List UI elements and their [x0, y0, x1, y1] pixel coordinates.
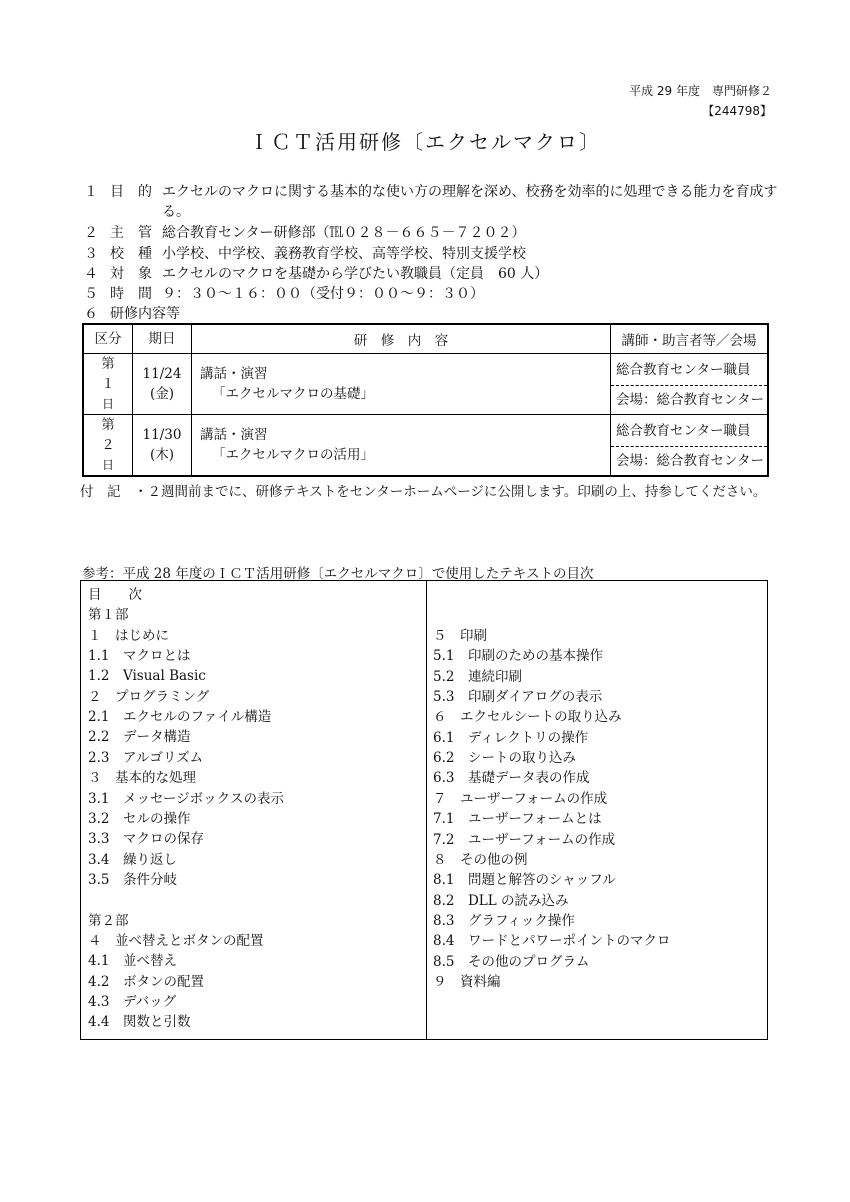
header-id: 【244798】: [702, 104, 772, 118]
toc-entry: 8.4 ワードとパワーポイントのマクロ: [433, 933, 671, 950]
toc-entry: 4.4 関数と引数: [88, 1014, 191, 1031]
weekday-value: (木): [149, 447, 175, 463]
toc-entry: 3.2 セルの操作: [88, 810, 191, 827]
toc-entry: 7.1 ユーザーフォームとは: [433, 811, 602, 828]
toc-entry: 6.3 基礎データ表の作成: [433, 770, 590, 787]
item-label: 校 種: [110, 246, 152, 262]
toc-entry: 4.1 並べ替え: [88, 953, 177, 970]
kubun-char: 日: [101, 458, 114, 472]
schedule-row: [83, 354, 768, 415]
venue-name: 会場：総合教育センター: [616, 391, 764, 408]
toc-entry: 7.2 ユーザーフォームの作成: [433, 831, 616, 848]
kubun-char: 第: [101, 356, 115, 372]
toc-entry: 5.1 印刷のための基本操作: [433, 648, 603, 665]
venue-name: 会場：総合教育センター: [616, 452, 764, 469]
lecturer-name: 総合教育センター職員: [611, 355, 767, 386]
item-text-continued: る。: [162, 204, 190, 220]
toc-entry: １ はじめに: [88, 627, 169, 644]
toc-entry: 8.1 問題と解答のシャッフル: [433, 872, 616, 889]
toc-left-column: [81, 581, 427, 1039]
toc-entry: 1.2 Visual Basic: [88, 668, 206, 685]
toc-entry: 5.3 印刷ダイアログの表示: [433, 689, 603, 706]
kubun-char: 日: [101, 397, 114, 411]
toc-entry: 2.3 アルゴリズム: [88, 749, 204, 766]
schedule-table: [82, 323, 769, 477]
toc-entry: ５ 印刷: [433, 628, 487, 644]
row-date: [133, 415, 192, 477]
toc-entry: ８ その他の例: [433, 851, 528, 868]
schedule-header-row: [83, 324, 768, 354]
header-course-code: 平成 29 年度 専門研修２: [629, 84, 772, 98]
item-label: 時 間: [110, 286, 152, 302]
item-number: ２: [84, 225, 98, 241]
item-number: １: [84, 184, 98, 200]
item-number: ４: [84, 266, 98, 282]
reference-caption: 参考：平成 28 年度のＩＣＴ活用研修〔エクセルマクロ〕で使用したテキストの目次: [82, 566, 594, 582]
item-text: 小学校、中学校、義務教育学校、高等学校、特別支援学校: [162, 246, 526, 262]
header-lecturer: 講師・助言者等／会場: [611, 324, 769, 354]
item-number: ３: [84, 246, 98, 262]
toc-entry: 3.5 条件分岐: [88, 871, 177, 888]
toc-entry: 第１部: [88, 607, 129, 624]
item-label: 対 象: [110, 266, 152, 282]
toc-entry: ９ 資料編: [433, 973, 501, 990]
toc-entry: ２ プログラミング: [88, 688, 210, 705]
toc-entry: 4.2 ボタンの配置: [88, 973, 204, 990]
note-text: 付 記 ・２週間前までに、研修テキストをセンターホームページに公開します。印刷の上、持参してください。: [80, 484, 767, 500]
toc-entry: 目 次: [88, 587, 142, 603]
item-label: 目 的: [110, 184, 152, 200]
item-number: ５: [84, 286, 98, 302]
toc-entry: ７ ユーザーフォームの作成: [433, 790, 608, 807]
toc-box: [80, 580, 768, 1040]
row-kubun: [83, 354, 133, 415]
schedule-row: [83, 415, 768, 477]
item-label: 研修内容等: [110, 306, 180, 322]
toc-entry: 2.1 エクセルのファイル構造: [88, 709, 272, 726]
content-topic: 「エクセルマクロの基礎」: [212, 386, 374, 402]
toc-entry: ３ 基本的な処理: [88, 770, 196, 787]
toc-entry: 6.1 ディレクトリの操作: [433, 729, 589, 746]
item-label: 主 管: [110, 225, 152, 241]
toc-entry: 第２部: [88, 912, 129, 929]
item-text: エクセルのマクロを基礎から学びたい教職員（定員 60 人）: [162, 266, 549, 282]
kubun-char: ２: [101, 437, 115, 453]
item-number: ６: [84, 306, 98, 322]
toc-entry: 3.1 メッセージボックスの表示: [88, 790, 285, 807]
row-lecturer: [611, 354, 769, 415]
toc-entry: 8.5 その他のプログラム: [433, 953, 590, 970]
toc-entry: 4.3 デバッグ: [88, 994, 177, 1010]
toc-entry: ６ エクセルシートの取り込み: [433, 709, 622, 726]
row-date: [133, 354, 192, 415]
kubun-char: 第: [101, 417, 115, 433]
toc-entry: 5.2 連続印刷: [433, 668, 522, 685]
toc-entry: ４ 並べ替えとボタンの配置: [88, 932, 264, 949]
toc-entry: 3.4 繰り返し: [88, 851, 177, 868]
toc-entry: 6.2 シートの取り込み: [433, 750, 576, 767]
content-type: 講話・演習: [200, 366, 268, 382]
row-kubun: [83, 415, 133, 477]
header-content: 研 修 内 容: [192, 324, 611, 354]
content-topic: 「エクセルマクロの活用」: [212, 447, 374, 463]
item-text: 総合教育センター研修部（℡０２８－６６５－７２０２）: [162, 225, 526, 241]
header-date: 期日: [133, 324, 192, 354]
toc-entry: 2.2 データ構造: [88, 729, 191, 746]
header-kubun: 区分: [83, 324, 133, 354]
kubun-char: １: [101, 376, 115, 392]
toc-entry: 3.3 マクロの保存: [88, 831, 204, 848]
row-content: [192, 354, 611, 415]
content-type: 講話・演習: [200, 427, 268, 443]
item-text: エクセルのマクロに関する基本的な使い方の理解を深め、校務を効率的に処理できる能力を育成す: [162, 184, 778, 200]
toc-entry: 1.1 マクロとは: [88, 648, 191, 665]
page-title: ＩＣＴ活用研修〔エクセルマクロ〕: [249, 130, 601, 154]
row-content: [192, 415, 611, 477]
lecturer-name: 総合教育センター職員: [611, 416, 767, 447]
weekday-value: (金): [149, 386, 175, 402]
item-text: ９：３０～１６：００（受付９：００～９：３０）: [162, 286, 484, 302]
toc-entry: 8.2 DLL の読み込み: [433, 892, 569, 909]
date-value: 11/30: [142, 427, 182, 443]
row-lecturer: [611, 415, 769, 477]
toc-entry: 8.3 グラフィック操作: [433, 912, 575, 929]
date-value: 11/24: [142, 366, 182, 382]
